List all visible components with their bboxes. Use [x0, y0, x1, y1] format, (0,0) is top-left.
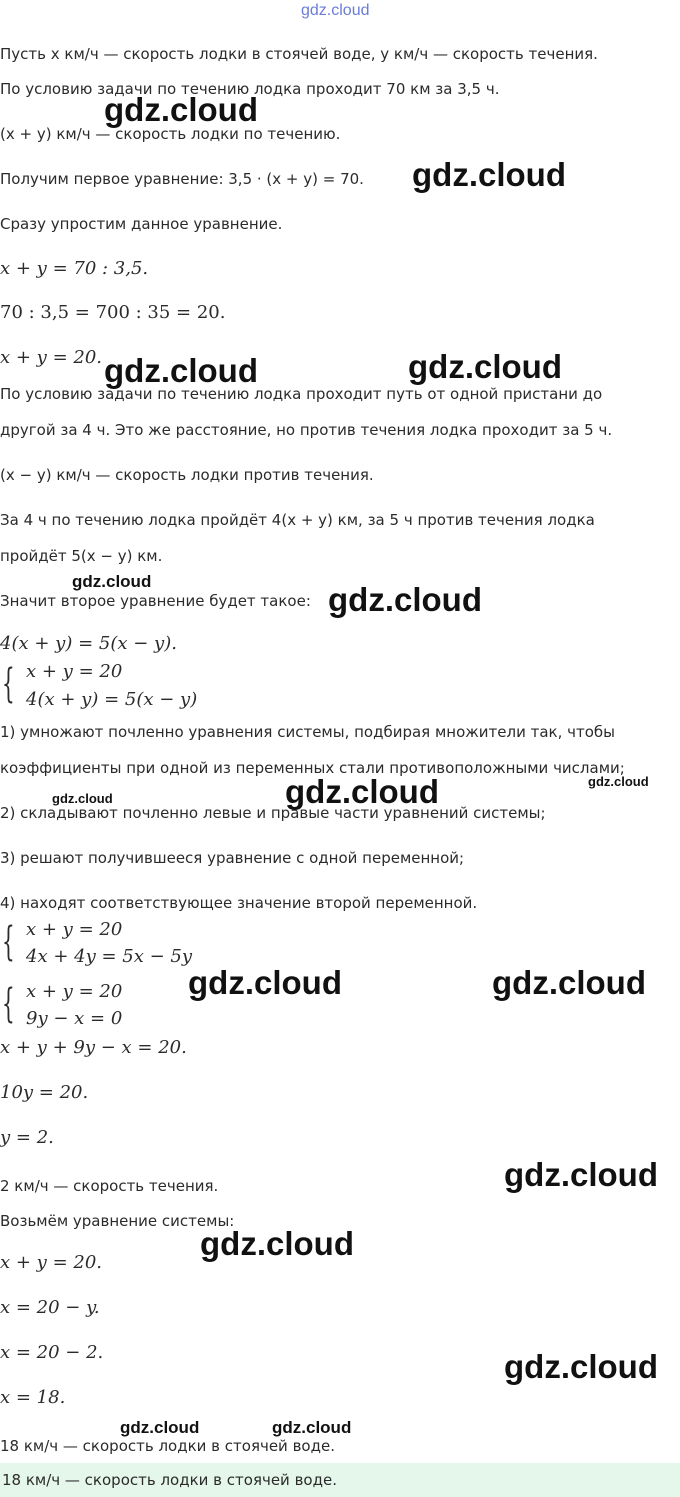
text-line: По условию задачи по течению лодка проходит 70 км за 3,5 ч.: [0, 80, 500, 98]
watermark: gdz.cloud: [504, 1348, 658, 1385]
watermark: gdz.cloud: [272, 1418, 352, 1437]
answer-text: 18 км/ч — скорость лодки в стоячей воде.: [2, 1471, 337, 1489]
text-line: другой за 4 ч. Это же расстояние, но против течения лодка проходит за 5 ч.: [0, 421, 613, 439]
math-line: 70 : 3,5 = 700 : 35 = 20.: [0, 302, 226, 323]
text-line: Значит второе уравнение будет такое:: [0, 592, 311, 610]
text-line: 4) находят соответствующее значение второй переменной.: [0, 894, 478, 912]
watermark: gdz.cloud: [492, 964, 646, 1001]
math-line: x = 20 − 2.: [0, 1342, 104, 1363]
brace: {: [2, 661, 15, 707]
math-line: y = 2.: [0, 1127, 54, 1148]
text-line: 2 км/ч — скорость течения.: [0, 1177, 219, 1195]
system-equation: 4x + 4y = 5x − 5y: [26, 946, 193, 967]
system-equation: 4(x + y) = 5(x − y): [26, 689, 198, 710]
watermark: gdz.cloud: [188, 964, 342, 1001]
watermark: gdz.cloud: [72, 572, 152, 591]
text-line: 18 км/ч — скорость лодки в стоячей воде.: [0, 1437, 335, 1455]
text-line: За 4 ч по течению лодка пройдёт 4(x + y) км, за 5 ч против течения лодка: [0, 511, 595, 529]
watermark: gdz.cloud: [588, 774, 649, 789]
watermark: gdz.cloud: [408, 348, 562, 385]
system-equation: 9y − x = 0: [26, 1008, 123, 1029]
text-line: 2) складывают почленно левые и правые части уравнений системы;: [0, 804, 546, 822]
math-line: 10y = 20.: [0, 1082, 89, 1103]
watermark: gdz.cloud: [412, 156, 566, 193]
watermark: gdz.cloud: [200, 1225, 354, 1262]
text-line: (x − y) км/ч — скорость лодки против течения.: [0, 466, 374, 484]
text-line: пройдёт 5(x − y) км.: [0, 547, 163, 565]
watermark: gdz.cloud: [301, 2, 370, 19]
text-line: 3) решают получившееся уравнение с одной переменной;: [0, 849, 465, 867]
brace: {: [2, 981, 15, 1027]
brace: {: [2, 919, 15, 965]
math-line: x = 18.: [0, 1387, 66, 1408]
text-line: Пусть x км/ч — скорость лодки в стоячей воде, y км/ч — скорость течения.: [0, 45, 598, 63]
math-line: x + y = 20.: [0, 347, 102, 368]
math-line: x = 20 − y.: [0, 1297, 100, 1318]
text-line: 1) умножают почленно уравнения системы, подбирая множители так, чтобы: [0, 723, 616, 741]
text-line: По условию задачи по течению лодка проходит путь от одной пристани до: [0, 385, 603, 403]
math-line: 4(x + y) = 5(x − y).: [0, 633, 177, 654]
text-line: Получим первое уравнение: 3,5 · (x + y) = 70.: [0, 170, 364, 188]
math-line: x + y = 20.: [0, 1252, 102, 1273]
text-line: коэффициенты при одной из переменных стали противоположными числами;: [0, 759, 625, 777]
watermark: gdz.cloud: [104, 91, 258, 128]
watermark: gdz.cloud: [504, 1156, 658, 1193]
text-line: Возьмём уравнение системы:: [0, 1212, 235, 1230]
system-equation: x + y = 20: [26, 981, 123, 1002]
answer-box: [0, 1463, 680, 1497]
math-line: x + y = 70 : 3,5.: [0, 258, 149, 279]
watermark: gdz.cloud: [285, 773, 439, 810]
system-equation: x + y = 20: [26, 661, 123, 682]
system-equation: x + y = 20: [26, 919, 123, 940]
text-line: (x + y) км/ч — скорость лодки по течению.: [0, 125, 341, 143]
text-line: Сразу упростим данное уравнение.: [0, 215, 283, 233]
watermark: gdz.cloud: [104, 352, 258, 389]
watermark: gdz.cloud: [52, 791, 113, 806]
math-line: x + y + 9y − x = 20.: [0, 1037, 187, 1058]
watermark: gdz.cloud: [328, 581, 482, 618]
watermark: gdz.cloud: [120, 1418, 200, 1437]
